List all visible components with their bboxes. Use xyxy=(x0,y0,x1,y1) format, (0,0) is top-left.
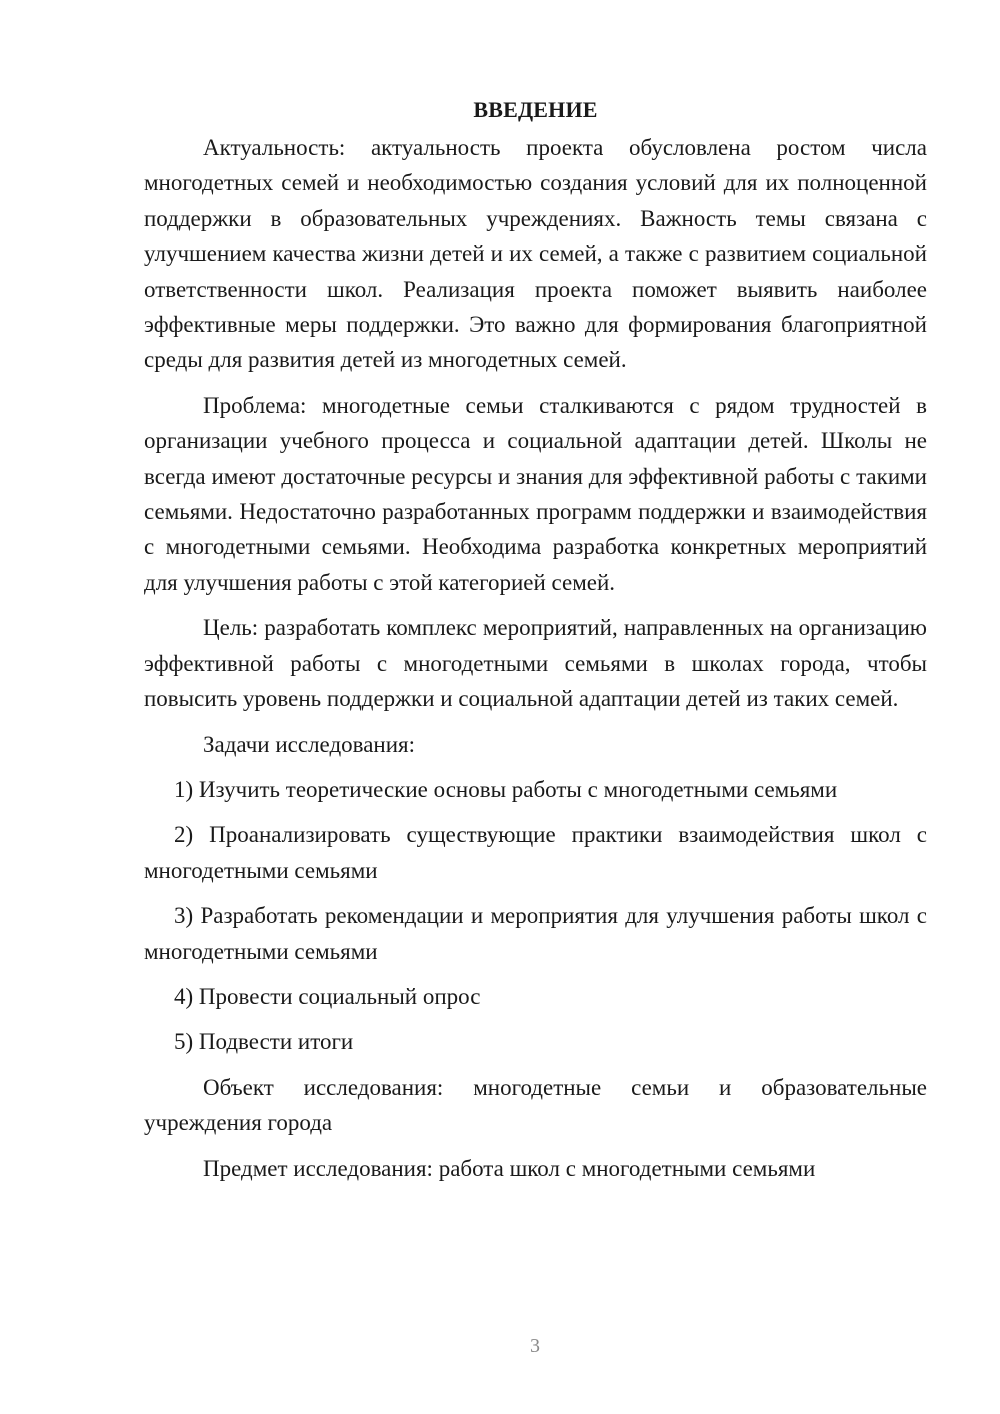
problem-paragraph: Проблема: многодетные семьи сталкиваются с рядом трудностей в организации учебного процесса и социальной адаптации детей. Школы не всегда имеют достаточные ресурсы и знания для эффективной работы с такими семьями. Недостаточно разработанных программ поддержки и взаимодействия с многодетными семьями. Необходима разработка конкретных мероприятий для улучшения работы с этой категорией семей. xyxy=(144,392,927,595)
text-column xyxy=(144,92,927,1196)
subject-paragraph: Предмет исследования: работа школ с многодетными семьями xyxy=(203,1155,816,1181)
page-title: ВВЕДЕНИЕ xyxy=(473,97,598,122)
task-item: 4) Провести социальный опрос xyxy=(174,983,481,1009)
task-item: 2) Проанализировать существующие практики взаимодействия школ с многодетными семьями xyxy=(144,822,927,883)
tasks-heading: Задачи исследования: xyxy=(203,731,416,757)
page-number: 3 xyxy=(530,1335,540,1357)
relevance-paragraph: Актуальность: актуальность проекта обусловлена ростом числа многодетных семей и необходимостью создания условий для их полноценной поддержки в образовательных учреждениях. Важность темы связана с улучшением качества жизни детей и их семей, а также с развитием социальной ответственности школ. Реализация проекта поможет выявить наиболее эффективные меры поддержки. Это важно для формирования благоприятной среды для развития детей из многодетных семей. xyxy=(144,135,927,373)
task-item: 3) Разработать рекомендации и мероприятия для улучшения работы школ с многодетными семьями xyxy=(144,903,927,964)
task-item: 5) Подвести итоги xyxy=(174,1029,354,1055)
task-item: 1) Изучить теоретические основы работы с многодетными семьями xyxy=(174,776,838,802)
object-paragraph: Объект исследования: многодетные семьи и образовательные учреждения города xyxy=(144,1074,927,1136)
goal-paragraph: Цель: разработать комплекс мероприятий, направленных на организацию эффективной работы с многодетными семьями в школах города, чтобы повысить уровень поддержки и социальной адаптации детей из таких семей. xyxy=(144,615,927,712)
